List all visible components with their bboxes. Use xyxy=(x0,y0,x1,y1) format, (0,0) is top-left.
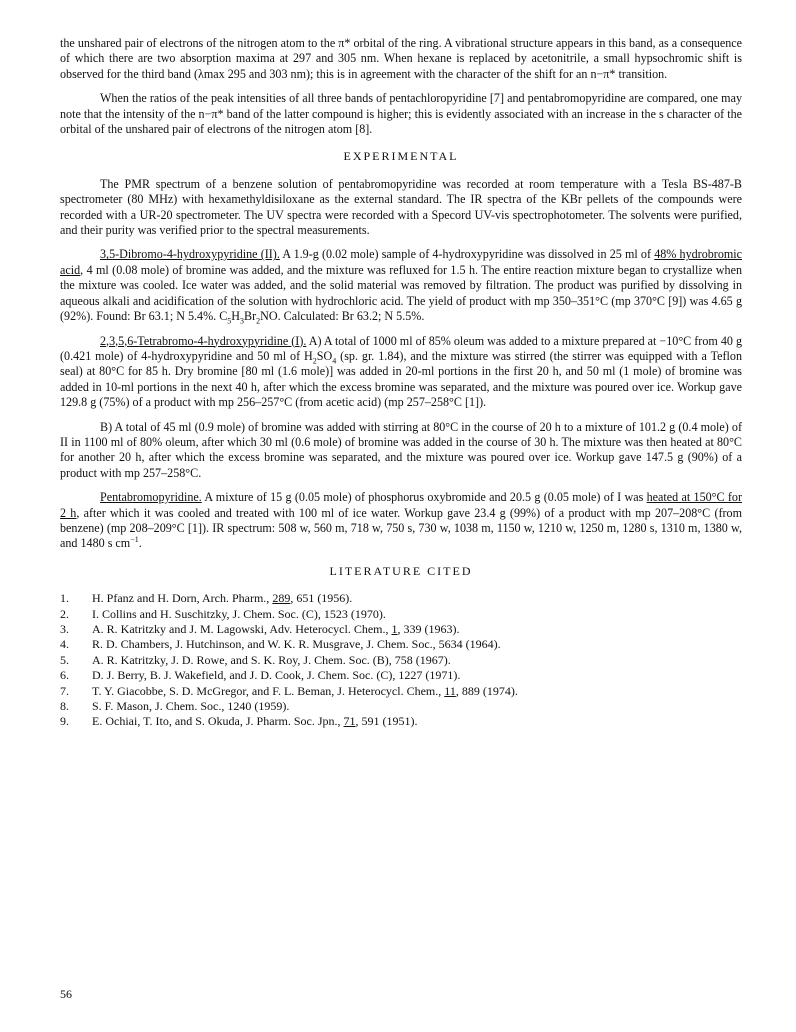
article-body xyxy=(60,36,742,730)
reference-item: 9. E. Ochiai, T. Ito, and S. Okuda, J. Pharm. Soc. Jpn., 71, 591 (1951). xyxy=(60,714,418,729)
method-b-paragraph: B) A total of 45 ml (0.9 mole) of bromine was added with stirring at 80°C in the course of 20 h to a mixture of 101.2 g (0.4 mole) of II in 1100 ml of 80% oleum, after which 30 ml (0.6 mole) of bromine was added in the course of 30 h. The mixture was then heated at 80°C for another 20 h, after which the excess bromine was separated, and the mixture was poured over ice. Workup gave 147.5 g (90%) of a product with mp 257–258°C. xyxy=(60,419,742,480)
intensity-paragraph: When the ratios of the peak intensities of all three bands of pentachloropyridine [7] and pentabromopyridine are compared, one may note that the intensity of the n−π* band of the latter compound is higher; this is evidently associated with an increase in the s character of the orbital of the unshared pair of electrons of the nitrogen atom [8]. xyxy=(60,91,742,137)
literature-heading: LITERATURE CITED xyxy=(329,563,473,578)
reference-item: 8. S. F. Mason, J. Chem. Soc., 1240 (1959). xyxy=(60,699,290,714)
experimental-heading: EXPERIMENTAL xyxy=(343,149,459,164)
reference-item: 6. D. J. Berry, B. J. Wakefield, and J. D. Cook, J. Chem. Soc. (C), 1227 (1971). xyxy=(60,668,461,683)
compound-i-paragraph: 2,3,5,6-Tetrabromo-4-hydroxypyridine (I). A) A total of 1000 ml of 85% oleum was added to a mixture prepared at −10°C from 40 g (0.421 mole) of 4-hydroxypyridine and 50 ml of $H_2SO_4$ (sp. gr. 1.84), and the mixture was stirred (the stirrer was equipped with a Teflon seal) at 80°C for 85 h. Dry bromine [80 ml (1.6 mole)] was added in 20-ml portions in the first 20 h, and 50 ml (1 mole) of bromine was added in 10-ml portions in the next 40 h, after which the excess bromine was separated, and the mixture was poured over ice. Workup gave 129.8 g (75%) of a product with mp 256–257°C (from acetic acid) (mp 257–258°C [1]). xyxy=(60,333,743,410)
continued-paragraph: the unshared pair of electrons of the nitrogen atom to the π* orbital of the ring. A vibrational structure appears in this band, as a consequence of which there are two absorption maxima at 297 and 305 nm. When hexane is replaced by acetonitrile, a small hypsochromic shift is observed for the third band (λmax 295 and 303 nm); this is in agreement with the character of the shift for an n−π* transition. xyxy=(60,36,742,81)
reference-item: 4. R. D. Chambers, J. Hutchinson, and W. K. R. Musgrave, J. Chem. Soc., 5634 (1964). xyxy=(60,637,501,652)
reference-item: 2. I. Collins and H. Suschitzky, J. Chem. Soc. (C), 1523 (1970). xyxy=(60,606,386,621)
page-number: 56 xyxy=(60,987,72,1001)
reference-list xyxy=(60,591,742,730)
compound-i-title: 2,3,5,6-Tetrabromo-4-hydroxypyridine (I). xyxy=(100,333,307,348)
reference-item: 1. H. Pfanz and H. Dorn, Arch. Pharm., 289, 651 (1956). xyxy=(60,591,353,606)
reference-item: 7. T. Y. Giacobbe, S. D. McGregor, and F. L. Beman, J. Heterocycl. Chem., 11, 889 (1974). xyxy=(60,683,518,698)
pentabromo-paragraph: Pentabromopyridine. A mixture of 15 g (0.05 mole) of phosphorus oxybromide and 20.5 g (0.05 mole) of I was heated at 150°C for 2 h, after which it was cooled and treated with 100 ml of ice water. Workup gave 23.4 g (99%) of a product with mp 207–208°C (from benzene) (mp 208–209°C [1]). IR spectrum: 508 w, 560 m, 718 w, 750 s, 730 w, 1038 m, 1150 w, 1210 w, 1250 m, 1280 s, 1310 m, 1380 w, and 1480 s $cm^{-1}$. xyxy=(60,490,742,551)
reference-item: 5. A. R. Katritzky, J. D. Rowe, and S. K. Roy, J. Chem. Soc. (B), 758 (1967). xyxy=(60,652,451,667)
pentabromo-title: Pentabromopyridine. xyxy=(100,490,202,505)
experimental-intro: The PMR spectrum of a benzene solution of pentabromopyridine was recorded at room temperature with a Tesla BS-487-B spectrometer (80 MHz) with hexamethyldisiloxane as the external standard. The IR spectra of the KBr pellets of the compounds were recorded with a UR-20 spectrometer. The UV spectra were recorded with a Specord UV-vis spectrophotometer. The solvents were purified, and their purity was verified prior to the spectral measurements. xyxy=(60,176,742,238)
compound-ii-paragraph: 3,5-Dibromo-4-hydroxypyridine (II). A 1.9-g (0.02 mole) sample of 4-hydroxypyridine was dissolved in 25 ml of 48% hydrobromic acid, 4 ml (0.08 mole) of bromine was added, and the mixture was refluxed for 1.5 h. The entire reaction mixture began to crystallize when the mixture was cooled. Ice water was added, and the solid material was removed by filtration. The product was purified by dissolving in aqueous alkali and acidification of the solution with hydrochloric acid. The yield of product with mp 350–351°C (mp 370°C [9]) was 4.65 g (92%). Found: Br 63.1; N 5.4%. $C_5H_3Br_2NO$. Calculated: Br 63.2; N 5.5%. xyxy=(60,247,743,326)
compound-ii-title: 3,5-Dibromo-4-hydroxypyridine (II). xyxy=(100,247,280,262)
reference-item: 3. A. R. Katritzky and J. M. Lagowski, Adv. Heterocycl. Chem., 1, 339 (1963). xyxy=(60,622,460,636)
